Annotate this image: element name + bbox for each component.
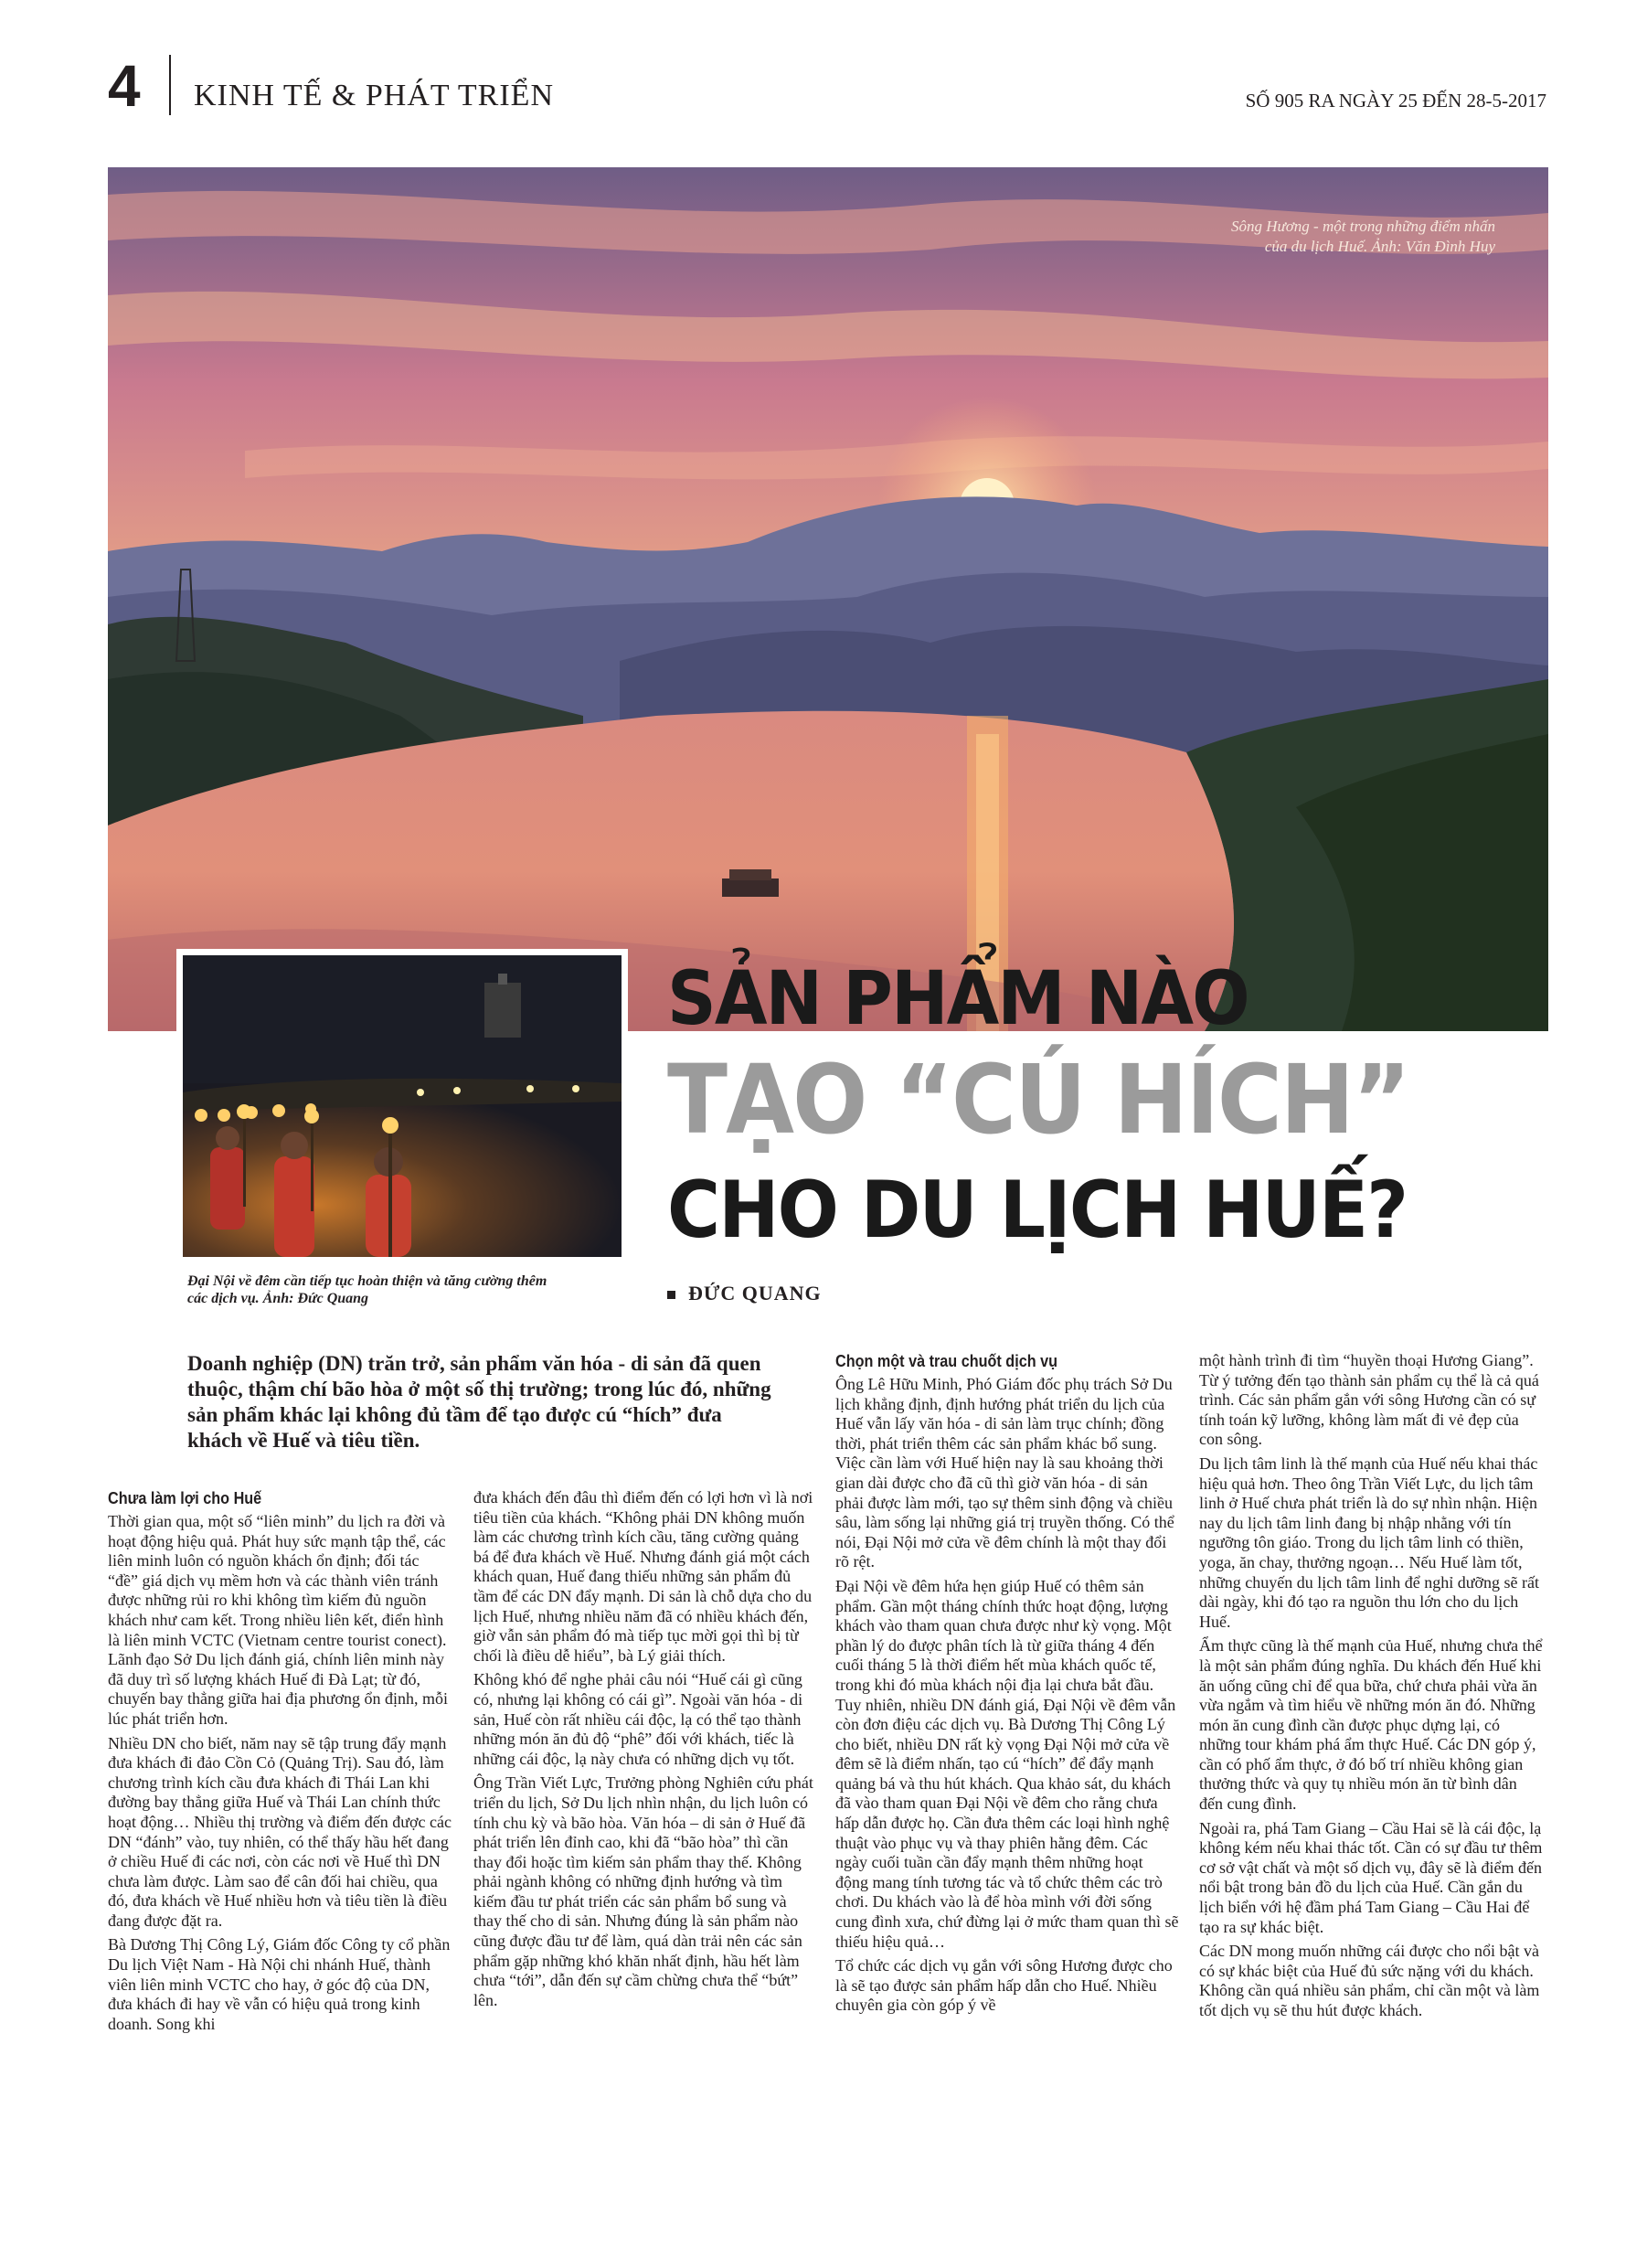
inset-caption-line: Đại Nội về đêm cần tiếp tục hoàn thiện và tăng cường thêm xyxy=(187,1273,547,1289)
subhead: Chưa làm lợi cho Huế xyxy=(108,1489,262,1507)
hero-caption-line: của du lịch Huế. Ảnh: Văn Đình Huy xyxy=(1264,238,1495,255)
hero-caption xyxy=(1133,217,1495,257)
hero-caption-line: Sông Hương - một trong những điểm nhấn xyxy=(1230,218,1495,235)
issue-date: SỐ 905 RA NGÀY 25 ĐẾN 28-5-2017 xyxy=(1245,90,1546,112)
paragraph: Ông Lê Hữu Minh, Phó Giám đốc phụ trách Sở Du lịch khẳng định, định hướng phát triển du lịch của Huế vẫn lấy văn hóa - di sản làm trục chính; đồng thời, phát triển thêm các sản phẩm khác bổ sung. Việc cần làm với Huế hiện nay là sau khoảng thời gian dài được cho đã cũ thì giờ văn hóa - di sản phải được làm mới, tạo sự thêm sinh động và chiều sâu, làm sống lại những giá trị truyền thống. Có thể nói, Đại Nội mở cửa về đêm chính là một thay đổi rõ rệt. xyxy=(835,1375,1174,1571)
paragraph: Du lịch tâm linh là thế mạnh của Huế nếu khai thác hiệu quả hơn. Theo ông Trần Viết Lực, du lịch tâm linh ở Huế chưa phát triển là do sự nhìn nhận. Hiện nay du lịch tâm linh đang bị nhập nhằng với tín ngưỡng tôn giáo. Trong du lịch tâm linh có thiền, yoga, ăn chay, thưởng ngoạn… Nếu Huế làm tốt, những chuyến du lịch tâm linh để nghỉ dưỡng sẽ rất dài ngày, khi đó tạo ra nguồn thu lớn cho du lịch Huế. xyxy=(1199,1453,1539,1631)
paragraph: Ngoài ra, phá Tam Giang – Cầu Hai sẽ là cái độc, lạ không kém nếu khai thác tốt. Cần có sự đầu tư thêm cơ sở vật chất và một số dịch vụ, đây sẽ là điểm đến nổi bật trong bản đồ du lịch của Huế. Cần gắn du lịch biển với hệ đầm phá Tam Giang – Cầu Hai để tạo ra sự khác biệt. xyxy=(1199,1818,1543,1936)
paragraph: Các DN mong muốn những cái được cho nổi bật và có sự khác biệt của Huế đủ sức nặng với du khách. Không cần quá nhiều sản phẩm, chỉ cần một và làm tốt dịch vụ sẽ thu hút được khách. xyxy=(1199,1942,1540,2019)
article-column-3 xyxy=(835,1351,1179,2020)
headline-line-1: SẢN PHẨM NÀO xyxy=(667,956,1249,1042)
bullet-icon xyxy=(667,1291,675,1299)
paragraph: Tổ chức các dịch vụ gắn với sông Hương được cho là sẽ tạo được sản phẩm hấp dẫn cho Huế. Nhiều chuyên gia còn góp ý về xyxy=(835,1956,1173,2015)
article-column-1 xyxy=(108,1488,452,2039)
inset-photo xyxy=(178,951,626,1262)
byline xyxy=(667,1282,822,1305)
paragraph: Ẩm thực cũng là thế mạnh của Huế, nhưng chưa thể là một sản phẩm đúng nghĩa. Du khách đến Huế khi ăn uống cũng chỉ để qua bữa, chứ chưa phải vừa ăn vừa ngắm và tìm hiểu về những món ăn đó. Những món ăn cung đình cần được phục dựng lại, có những tour khám phá ẩm thực Huế. Các DN góp ý, cần có phố ẩm thực, ở đó bố trí nhiều không gian thưởng thức và quy tụ nhiều món ăn từ bình dân đến cung đình. xyxy=(1199,1636,1543,1814)
hero-photo xyxy=(108,167,1548,1031)
lede: Doanh nghiệp (DN) trăn trở, sản phẩm văn hóa - di sản đã quen thuộc, thậm chí bão hòa ở một số thị trường; trong lúc đó, những sản phẩm khác lại không đủ tầm để tạo được cú “hích” đưa khách về Huế và tiêu tiền. xyxy=(187,1352,771,1452)
sunset-river-illustration xyxy=(108,167,1548,1031)
paragraph: một hành trình đi tìm “huyền thoại Hương Giang”. Từ ý tưởng đến tạo thành sản phẩm cụ thể là cả quá trình. Các sản phẩm gắn với sông Hương cần có sự tính toán kỹ lưỡng, không làm mất đi vẻ đẹp của con sông. xyxy=(1199,1351,1539,1449)
paragraph: Nhiều DN cho biết, năm nay sẽ tập trung đẩy mạnh đưa khách đi đảo Cồn Cỏ (Quảng Trị). Sau đó, làm chương trình kích cầu đưa khách đi Thái Lan khi đường bay thẳng giữa Huế và Thái Lan chính thức hoạt động… Nhiều thị trường và điểm đến được các DN “đánh” vào, tuy nhiên, có thể thấy hầu hết đang ở chiều Huế đi các nơi, còn các nơi về Huế thì DN chưa làm được. Làm sao để cân đối hai chiều, qua đó, đưa khách về Huế nhiều hơn và tiêu tiền là điều đang được đặt ra. xyxy=(108,1733,452,1930)
paragraph: Đại Nội về đêm hứa hẹn giúp Huế có thêm sản phẩm. Gần một tháng chính thức hoạt động, lượng khách vào tham quan chưa được như kỳ vọng. Một phần lý do được phân tích là từ giữa tháng 4 đến cuối tháng 5 là thời điểm hết mùa khách quốc tế, trong khi đó mùa khách nội địa lại chưa bắt đầu. Tuy nhiên, nhiều DN đánh giá, Đại Nội về đêm vẫn còn đơn điệu các dịch vụ. Bà Dương Thị Công Lý cho biết, nhiều DN rất kỳ vọng Đại Nội mở cửa về đêm sẽ là điểm nhấn, tạo cú “hích” để đẩy mạnh quảng bá và thu hút khách. Qua khảo sát, du khách đã vào tham quan Đại Nội về đêm cho rằng chưa hấp dẫn được họ. Cần đưa thêm các loại hình nghệ thuật vào phục vụ và thay phiên hằng đêm. Các ngày cuối tuần cần đẩy mạnh thêm những hoạt động mang tính tương tác và tổ chức thêm các trò chơi. Du khách vào là để hòa mình với đời sống cung đình xưa, chứ đừng lại ở mức tham quan thì sẽ thiếu hiệu quả… xyxy=(835,1576,1179,1951)
headline-line-3: CHO DU LỊCH HUẾ? xyxy=(667,1165,1408,1256)
inset-caption xyxy=(187,1272,617,1307)
page-number: 4 xyxy=(108,53,141,119)
section-title: KINH TẾ & PHÁT TRIỂN xyxy=(194,79,554,112)
subhead: Chọn một và trau chuốt dịch vụ xyxy=(835,1352,1058,1370)
author-name: ĐỨC QUANG xyxy=(688,1282,822,1304)
paragraph: Thời gian qua, một số “liên minh” du lịch ra đời và hoạt động hiệu quả. Phát huy sức mạnh tập thể, các liên minh luôn có nguồn khách ổn định; đối tác “đề” giá dịch vụ mềm hơn và các thành viên tránh được những rủi ro khi không tìm kiếm đủ nguồn khách như cam kết. Trong nhiều liên kết, điển hình là liên minh VCTC (Vietnam centre tourist conect). Lãnh đạo Sở Du lịch đánh giá, chính liên minh này đã duy trì số lượng khách Huế đi Đà Lạt; từ đó, chuyến bay thẳng giữa hai địa phương ổn định, mỗi lúc phát triển hơn. xyxy=(108,1512,448,1728)
night-palace-illustration xyxy=(183,955,622,1257)
paragraph: đưa khách đến đâu thì điểm đến có lợi hơn vì là nơi tiêu tiền của khách. “Không phải DN không muốn làm các chương trình kích cầu, tăng cường quảng bá để đưa khách về Huế. Nhưng đánh giá một cách khách quan, Huế đang thiếu những sản phẩm đủ tầm để các DN đẩy mạnh. Di sản là chỗ dựa cho du lịch Huế, nhưng nhiều năm đã có nhiều khách đến, giờ vẫn sản phẩm đó mà tiếp tục mời gọi thì bị từ chối là điều dễ hiểu”, bà Lý giải thích. xyxy=(473,1488,813,1665)
article-column-2 xyxy=(473,1488,817,2015)
header-divider xyxy=(169,55,171,115)
paragraph: Bà Dương Thị Công Lý, Giám đốc Công ty cổ phần Du lịch Việt Nam - Hà Nội chi nhánh Huế, thành viên liên minh VCTC cho hay, ở góc độ của DN, đưa khách đi hay về vẫn có hiệu quả trong kinh doanh. Song khi xyxy=(108,1935,451,2033)
article-column-4 xyxy=(1199,1351,1545,2026)
paragraph: Ông Trần Viết Lực, Trưởng phòng Nghiên cứu phát triển du lịch, Sở Du lịch nhìn nhận, du lịch luôn có tính chu kỳ và bão hòa. Văn hóa – di sản ở Huế đã phát triển lên đỉnh cao, khi đã “bão hòa” thì cần thay đổi hoặc tìm kiếm sản phẩm thay thế. Không phải ngành không có những định hướng và tìm kiếm đầu tư phát triển các sản phẩm bổ sung và thay thế cho di sản. Nhưng đúng là sản phẩm nào cũng được đầu tư để làm, quá dàn trải nên các sản phẩm gặp những khó khăn nhất định, hầu hết làm chưa “tới”, dẫn đến sự cầm chừng chưa thể “bứt” lên. xyxy=(473,1773,813,2009)
inset-caption-line: các dịch vụ. Ảnh: Đức Quang xyxy=(187,1291,369,1306)
headline-line-2: TẠO “CÚ HÍCH” xyxy=(667,1044,1409,1155)
paragraph: Không khó để nghe phải câu nói “Huế cái gì cũng có, nhưng lại không có cái gì”. Ngoài văn hóa - di sản, Huế còn rất nhiều cái độc, lạ có thể tạo thành những món ăn đủ độ “phê” đối với khách, tiếc là những cái độc, lạ này chưa có những dịch vụ tốt. xyxy=(473,1670,803,1768)
